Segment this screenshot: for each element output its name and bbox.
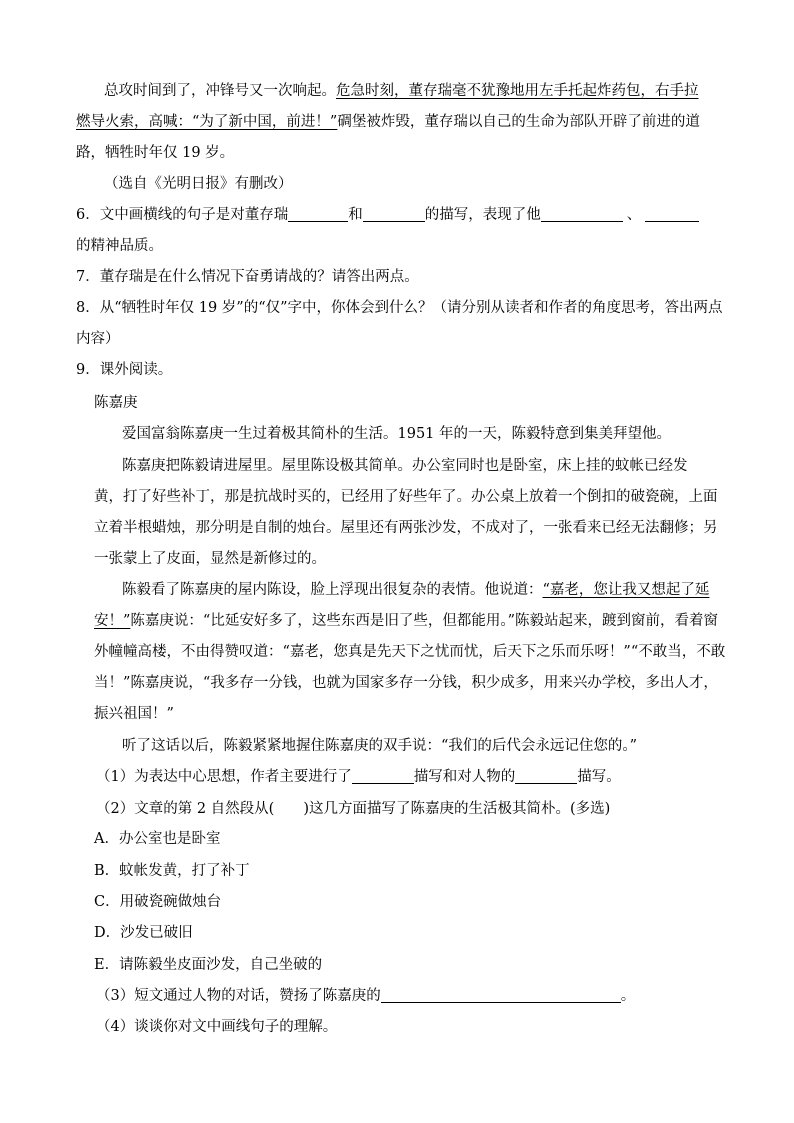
q6-text: 6．文中画横线的句子是对董存瑞: [76, 207, 289, 223]
story2-p2-l2: 黄，打了好些补丁，那是抗战时买的，已经用了好些年了。办公桌上放着一个倒扣的破瓷碗，上面: [94, 489, 718, 505]
story1-line1: [104, 81, 699, 101]
subquestion-4: （4）谈谈你对文中画线句子的理解。: [96, 1019, 338, 1035]
s1-text: （1）为表达中心思想，作者主要进行了: [96, 769, 352, 785]
option-e: E．请陈毅坐皮面沙发，自己坐破的: [94, 957, 323, 973]
s3-text: （3）短文通过人物的对话，赞扬了陈嘉庚的: [96, 988, 381, 1004]
subquestion-2: （2）文章的第 2 自然段从( )这几方面描写了陈嘉庚的生活极其简朴。(多选): [96, 801, 611, 817]
s1-text: 描写和对人物的: [413, 769, 516, 785]
underlined-sentence: 安！”: [94, 613, 131, 629]
q6-text: 的描写，表现了他: [424, 207, 541, 223]
option-c: C．用破瓷碗做烛台: [94, 894, 222, 910]
story1-line2: [76, 112, 700, 132]
story1-text: 碉堡被炸毁，董存瑞以自己的生命为部队开辟了前进的道: [337, 114, 700, 130]
answer-blank[interactable]: [645, 206, 699, 222]
q6-text: 和: [348, 207, 363, 223]
question-8: 8．从“牺牲时年仅 19 岁”的“仅”字中，你体会到什么？（请分别从读者和作者的角度思考，答出两点: [76, 300, 723, 316]
story2-p4: 听了这话以后，陈毅紧紧地握住陈嘉庚的双手说：“我们的后代会永远记住您的。”: [122, 738, 638, 754]
story2-text: 陈嘉庚说：“比延安好多了，这些东西是旧了些，但都能用。”陈毅站起来，踱到窗前，看着窗: [130, 613, 718, 629]
underlined-sentence: “嘉老，您让我又想起了延: [542, 582, 710, 598]
answer-blank[interactable]: [363, 206, 425, 222]
question-6: [76, 205, 699, 225]
s3-text: 。: [620, 988, 636, 1004]
story2-p3-l2: [94, 611, 718, 631]
story2-p3-l5: 振兴祖国！”: [94, 706, 174, 722]
question-9: 9．课外阅读。: [76, 362, 173, 378]
underlined-sentence: 危急时刻，董存瑞毫不犹豫地用左手托起炸药包，右手拉: [336, 83, 699, 99]
s1-text: 描写。: [577, 769, 621, 785]
question-8-cont: 内容）: [76, 331, 120, 347]
answer-blank[interactable]: [288, 206, 348, 222]
option-d: D．沙发已破旧: [94, 925, 193, 941]
story1-line3: 路，牺牲时年仅 19 岁。: [76, 145, 235, 161]
story2-p2-l1: 陈嘉庚把陈毅请进屋里。屋里陈设极其简单。办公室同时也是卧室，床上挂的蚊帐已经发: [122, 458, 688, 474]
story2-p3-l4: 当！”陈嘉庚说，“我多存一分钱，也就为国家多存一分钱，积少成多，用来兴办学校，多出人才，: [94, 675, 718, 691]
story2-p2-l3: 立着半根蜡烛，那分明是自制的烛台。屋里还有两张沙发，不成对了，一张看来已经无法翻修；另: [94, 520, 718, 536]
option-b: B．蚊帐发黄，打了补丁: [94, 863, 250, 879]
story1-text: 总攻时间到了，冲锋号又一次响起。: [104, 83, 336, 99]
question-7: 7．董存瑞是在什么情况下奋勇请战的？请答出两点。: [76, 269, 419, 285]
subquestion-1: [96, 767, 621, 787]
source-note: （选自《光明日报》有删改）: [104, 176, 293, 192]
story2-p3-l1: [122, 580, 709, 600]
q6-text: 、: [626, 207, 642, 223]
story2-p3-l3: 外幢幢高楼，不由得赞叹道：“嘉老，您真是先天下之忧而忧，后天下之乐而乐呀！”“不敢当，不敢: [94, 644, 726, 660]
story2-text: 陈毅看了陈嘉庚的屋内陈设，脸上浮现出很复杂的表情。他说道：: [122, 582, 543, 598]
story2-p2-l4: 一张蒙上了皮面，显然是新修过的。: [94, 551, 326, 567]
answer-blank[interactable]: [541, 206, 623, 222]
answer-blank[interactable]: [515, 768, 577, 784]
answer-blank[interactable]: [352, 768, 414, 784]
underlined-sentence: 燃导火索，高喊：“为了新中国，前进！”: [76, 114, 338, 130]
subquestion-3: [96, 986, 635, 1006]
question-6-cont: 的精神品质。: [76, 238, 163, 254]
story2-p1: 爱国富翁陈嘉庚一生过着极其简朴的生活。1951 年的一天，陈毅特意到集美拜望他。: [122, 426, 672, 442]
answer-blank[interactable]: [381, 987, 621, 1003]
option-a: A．办公室也是卧室: [94, 831, 221, 847]
story2-title: 陈嘉庚: [94, 395, 138, 411]
